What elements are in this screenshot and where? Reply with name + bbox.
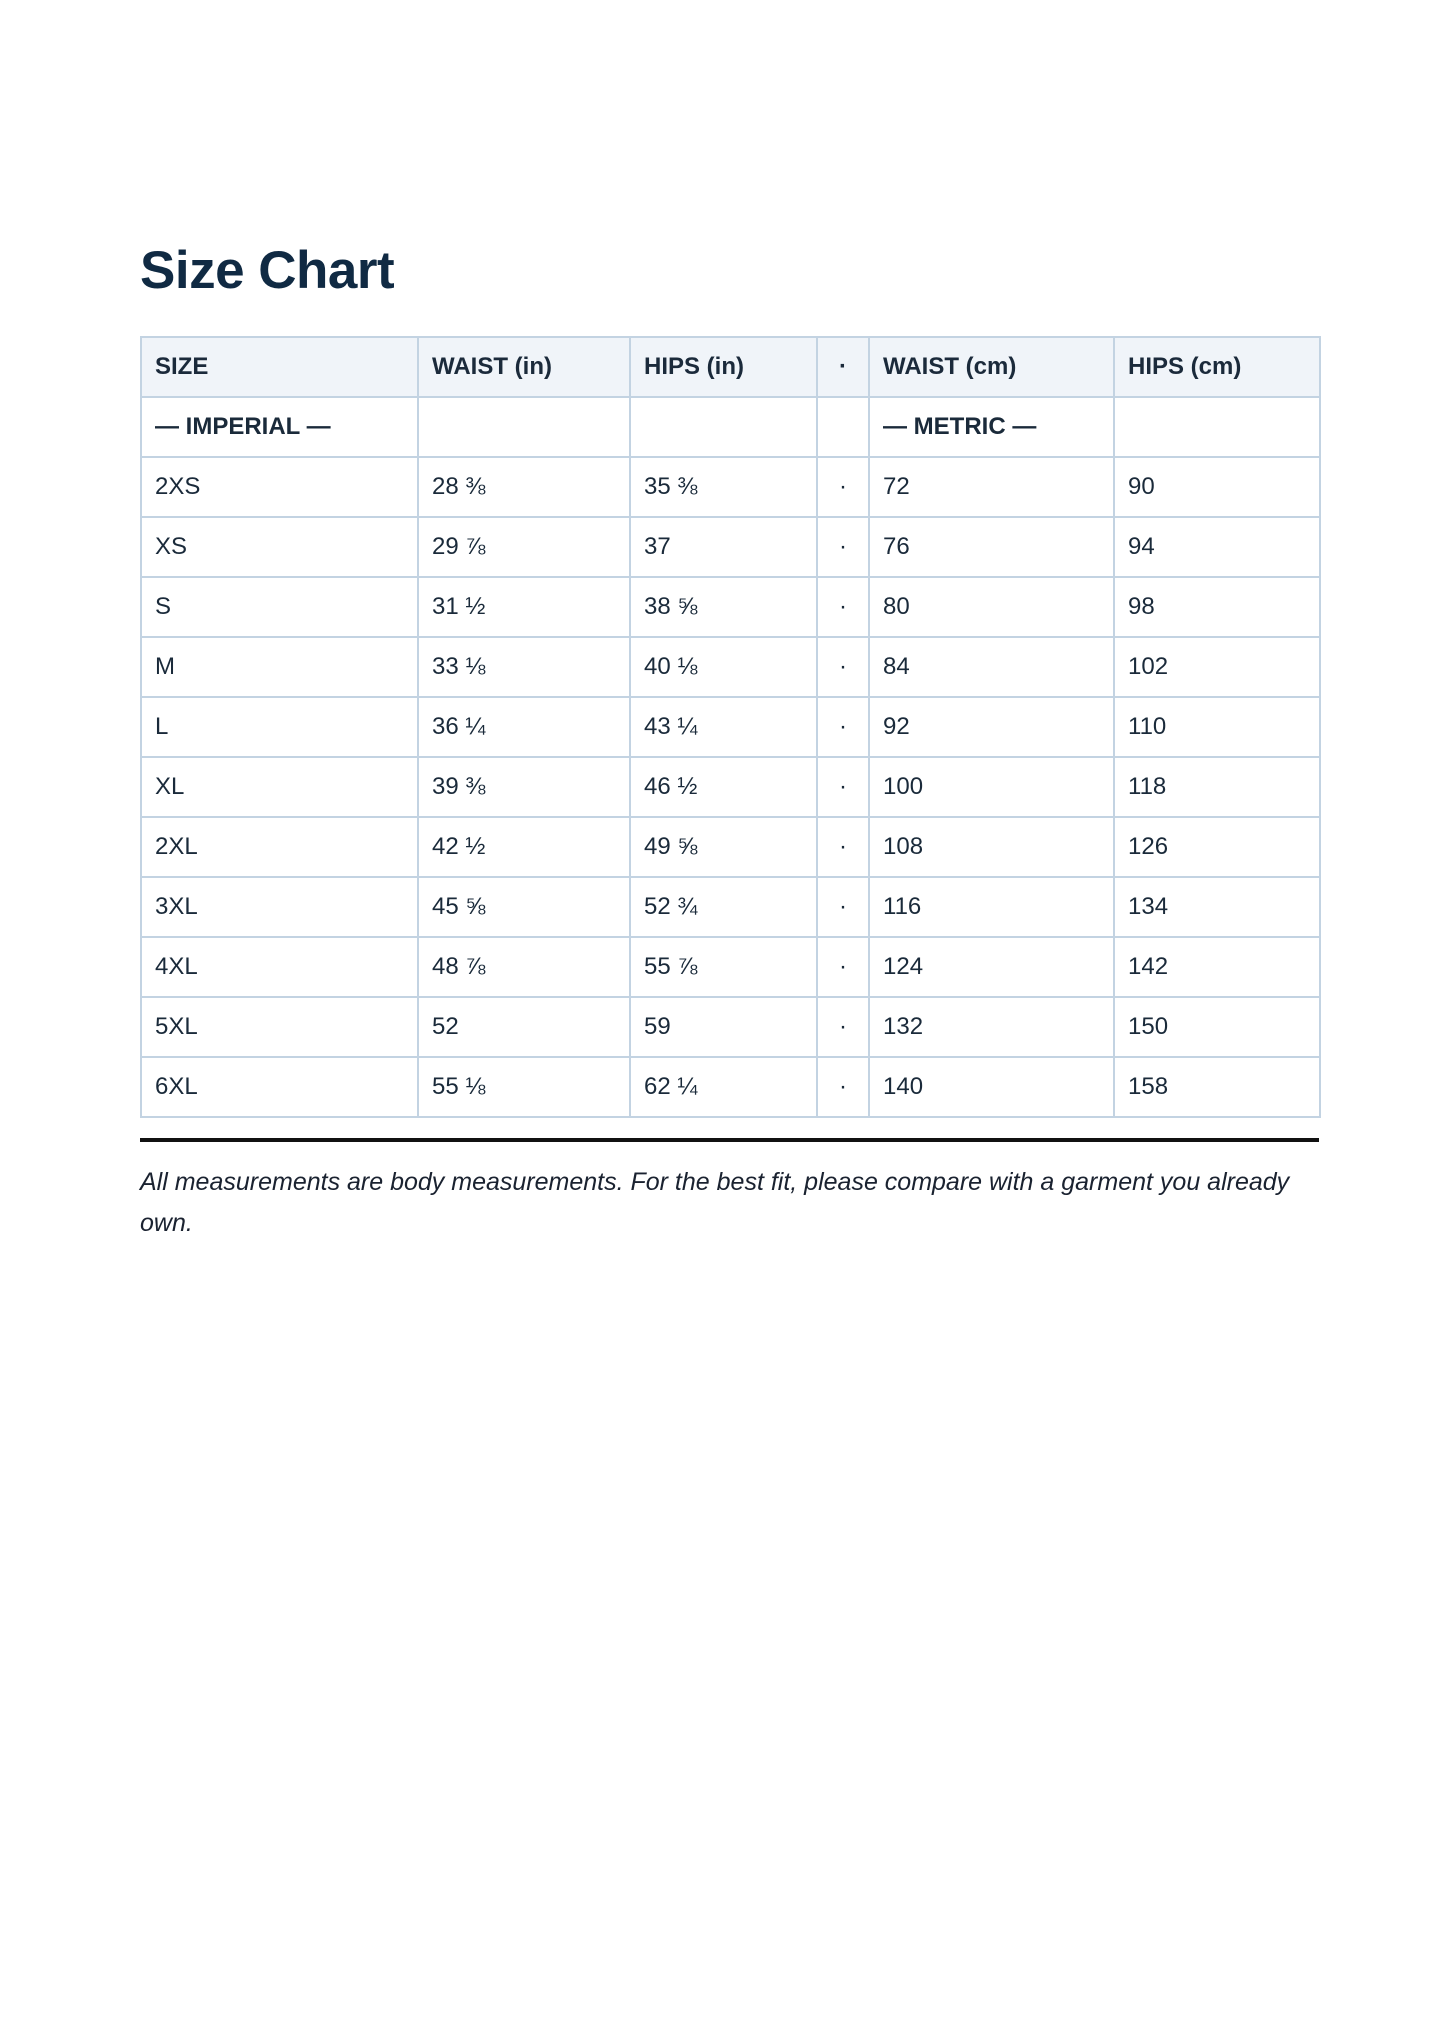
size-cell: XS — [141, 517, 418, 577]
separator-cell: · — [817, 997, 869, 1057]
header-separator: · — [817, 337, 869, 397]
size-cell: 3XL — [141, 877, 418, 937]
size-cell: 2XS — [141, 457, 418, 517]
waist-in-cell: 33 ⅛ — [418, 637, 630, 697]
page-title: Size Chart — [140, 241, 395, 300]
size-cell: S — [141, 577, 418, 637]
table-row — [141, 997, 1320, 1057]
waist-cm-cell: 116 — [869, 877, 1114, 937]
waist-in-cell: 52 — [418, 997, 630, 1057]
hips-in-cell: 59 — [630, 997, 817, 1057]
hips-in-cell: 40 ⅛ — [630, 637, 817, 697]
waist-cm-cell: 72 — [869, 457, 1114, 517]
table-row — [141, 757, 1320, 817]
size-cell: 4XL — [141, 937, 418, 997]
separator-cell: · — [817, 877, 869, 937]
separator-cell: · — [817, 817, 869, 877]
waist-in-cell: 45 ⅝ — [418, 877, 630, 937]
waist-in-cell: 39 ⅜ — [418, 757, 630, 817]
separator-cell: · — [817, 577, 869, 637]
hips-cm-cell: 110 — [1114, 697, 1320, 757]
size-cell: XL — [141, 757, 418, 817]
section-metric: — METRIC — — [869, 397, 1114, 457]
waist-cm-cell: 108 — [869, 817, 1114, 877]
hips-in-cell: 43 ¼ — [630, 697, 817, 757]
hips-in-cell: 46 ½ — [630, 757, 817, 817]
waist-cm-cell: 76 — [869, 517, 1114, 577]
table-row — [141, 937, 1320, 997]
hips-cm-cell: 94 — [1114, 517, 1320, 577]
header-hips-cm: HIPS (cm) — [1114, 337, 1320, 397]
table-row — [141, 1057, 1320, 1117]
hips-cm-cell: 118 — [1114, 757, 1320, 817]
header-waist-cm: WAIST (cm) — [869, 337, 1114, 397]
table-row — [141, 637, 1320, 697]
hips-in-cell: 37 — [630, 517, 817, 577]
separator-cell: · — [817, 457, 869, 517]
waist-cm-cell: 132 — [869, 997, 1114, 1057]
size-cell: 2XL — [141, 817, 418, 877]
hips-cm-cell: 102 — [1114, 637, 1320, 697]
size-chart-page — [140, 238, 1319, 1269]
size-table — [140, 336, 1321, 1118]
size-cell: M — [141, 637, 418, 697]
waist-in-cell: 36 ¼ — [418, 697, 630, 757]
separator-cell: · — [817, 1057, 869, 1117]
section-row — [141, 397, 1320, 457]
size-cell: L — [141, 697, 418, 757]
separator-cell: · — [817, 697, 869, 757]
waist-cm-cell: 100 — [869, 757, 1114, 817]
section-cell — [630, 397, 817, 457]
waist-in-cell: 31 ½ — [418, 577, 630, 637]
waist-cm-cell: 140 — [869, 1057, 1114, 1117]
size-cell: 6XL — [141, 1057, 418, 1117]
hips-in-cell: 38 ⅝ — [630, 577, 817, 637]
hips-cm-cell: 134 — [1114, 877, 1320, 937]
waist-cm-cell: 80 — [869, 577, 1114, 637]
header-hips-in: HIPS (in) — [630, 337, 817, 397]
table-row — [141, 877, 1320, 937]
footer-divider — [140, 1138, 1319, 1142]
hips-cm-cell: 98 — [1114, 577, 1320, 637]
section-cell — [418, 397, 630, 457]
separator-cell: · — [817, 517, 869, 577]
size-cell: 5XL — [141, 997, 418, 1057]
waist-in-cell: 42 ½ — [418, 817, 630, 877]
section-imperial: — IMPERIAL — — [141, 397, 418, 457]
waist-cm-cell: 92 — [869, 697, 1114, 757]
separator-cell: · — [817, 937, 869, 997]
hips-cm-cell: 158 — [1114, 1057, 1320, 1117]
waist-in-cell: 48 ⅞ — [418, 937, 630, 997]
table-header-row — [141, 337, 1320, 397]
table-row — [141, 457, 1320, 517]
table-row — [141, 697, 1320, 757]
section-cell — [817, 397, 869, 457]
waist-in-cell: 29 ⅞ — [418, 517, 630, 577]
table-row — [141, 577, 1320, 637]
separator-cell: · — [817, 757, 869, 817]
hips-in-cell: 62 ¼ — [630, 1057, 817, 1117]
section-cell — [1114, 397, 1320, 457]
size-table-container — [140, 336, 1319, 1118]
waist-cm-cell: 84 — [869, 637, 1114, 697]
hips-cm-cell: 90 — [1114, 457, 1320, 517]
hips-cm-cell: 142 — [1114, 937, 1320, 997]
separator-cell: · — [817, 637, 869, 697]
measurement-note: All measurements are body measurements. For the best fit, please compare with a garment you already own. — [140, 1168, 1290, 1237]
hips-cm-cell: 126 — [1114, 817, 1320, 877]
header-size: SIZE — [141, 337, 418, 397]
waist-in-cell: 28 ⅜ — [418, 457, 630, 517]
hips-in-cell: 52 ¾ — [630, 877, 817, 937]
waist-cm-cell: 124 — [869, 937, 1114, 997]
hips-cm-cell: 150 — [1114, 997, 1320, 1057]
table-row — [141, 817, 1320, 877]
waist-in-cell: 55 ⅛ — [418, 1057, 630, 1117]
hips-in-cell: 35 ⅜ — [630, 457, 817, 517]
table-row — [141, 517, 1320, 577]
hips-in-cell: 49 ⅝ — [630, 817, 817, 877]
hips-in-cell: 55 ⅞ — [630, 937, 817, 997]
header-waist-in: WAIST (in) — [418, 337, 630, 397]
